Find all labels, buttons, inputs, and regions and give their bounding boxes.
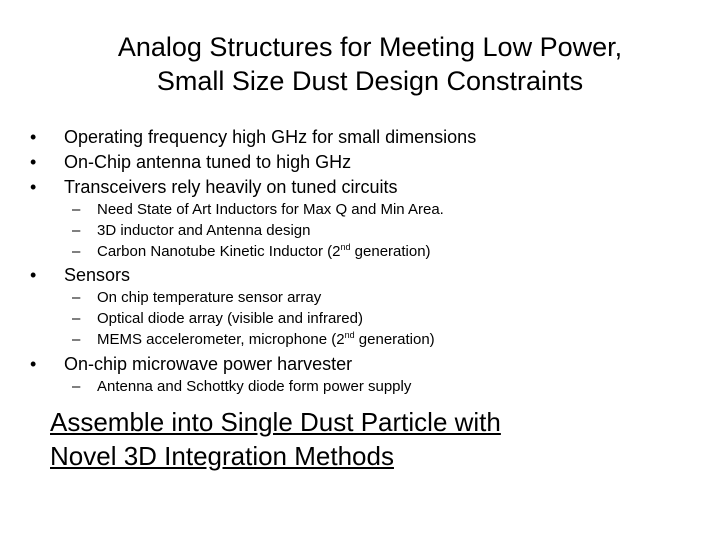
sub-bullet-text: Carbon Nanotube Kinetic Inductor (2 (97, 243, 341, 260)
sub-bullet-temperature-sensor (72, 288, 321, 308)
sub-bullet-text-end: generation) (350, 243, 431, 260)
sub-bullet-carbon-nanotube (72, 242, 431, 262)
bullet-icon: • (30, 354, 37, 374)
slide-title-line-2: Small Size Dust Design Constraints (156, 66, 584, 96)
bullet-on-chip-antenna (30, 151, 351, 173)
bullet-sensors (30, 264, 130, 286)
dash-icon: – (72, 243, 81, 260)
bullet-text: On-Chip antenna tuned to high GHz (64, 152, 352, 172)
sub-bullet-3d-inductor (72, 221, 311, 241)
bullet-power-harvester (30, 353, 352, 375)
sub-bullet-inductors (72, 200, 444, 220)
bullet-icon: • (30, 152, 37, 172)
dash-icon: – (72, 331, 81, 348)
dash-icon: – (72, 289, 81, 306)
sub-bullet-text-end: generation) (354, 331, 435, 348)
sub-bullet-text: 3D inductor and Antenna design (97, 222, 311, 239)
assemble-link-line-2[interactable]: Novel 3D Integration Methods (50, 441, 394, 471)
sub-bullet-text: MEMS accelerometer, microphone (2 (97, 331, 345, 348)
slide-title-line-1: Analog Structures for Meeting Low Power, (117, 32, 623, 62)
sub-bullet-text: Antenna and Schottky diode form power supply (97, 378, 412, 395)
bullet-operating-frequency (30, 126, 476, 148)
bullet-text: On-chip microwave power harvester (64, 354, 353, 374)
dash-icon: – (72, 378, 81, 395)
bullet-text: Operating frequency high GHz for small dimensions (64, 127, 477, 147)
sub-bullet-text: Optical diode array (visible and infrared) (97, 310, 363, 327)
bullet-text: Transceivers rely heavily on tuned circuits (64, 177, 398, 197)
bullet-transceivers (30, 176, 397, 198)
bullet-text: Sensors (64, 265, 131, 285)
sub-bullet-optical-diode (72, 309, 363, 329)
dash-icon: – (72, 310, 81, 327)
superscript: nd (344, 330, 355, 340)
bullet-icon: • (30, 265, 37, 285)
sub-bullet-text: Need State of Art Inductors for Max Q and Min Area. (97, 201, 444, 218)
superscript: nd (340, 242, 351, 252)
sub-bullet-antenna-schottky (72, 377, 411, 397)
dash-icon: – (72, 201, 81, 218)
slide-title (40, 30, 700, 98)
assemble-link-line-1[interactable]: Assemble into Single Dust Particle with (50, 407, 501, 437)
sub-bullet-text: On chip temperature sensor array (97, 289, 322, 306)
sub-bullet-mems (72, 330, 435, 350)
bullet-icon: • (30, 177, 37, 197)
dash-icon: – (72, 222, 81, 239)
bullet-icon: • (30, 127, 37, 147)
assemble-link[interactable] (50, 405, 501, 473)
